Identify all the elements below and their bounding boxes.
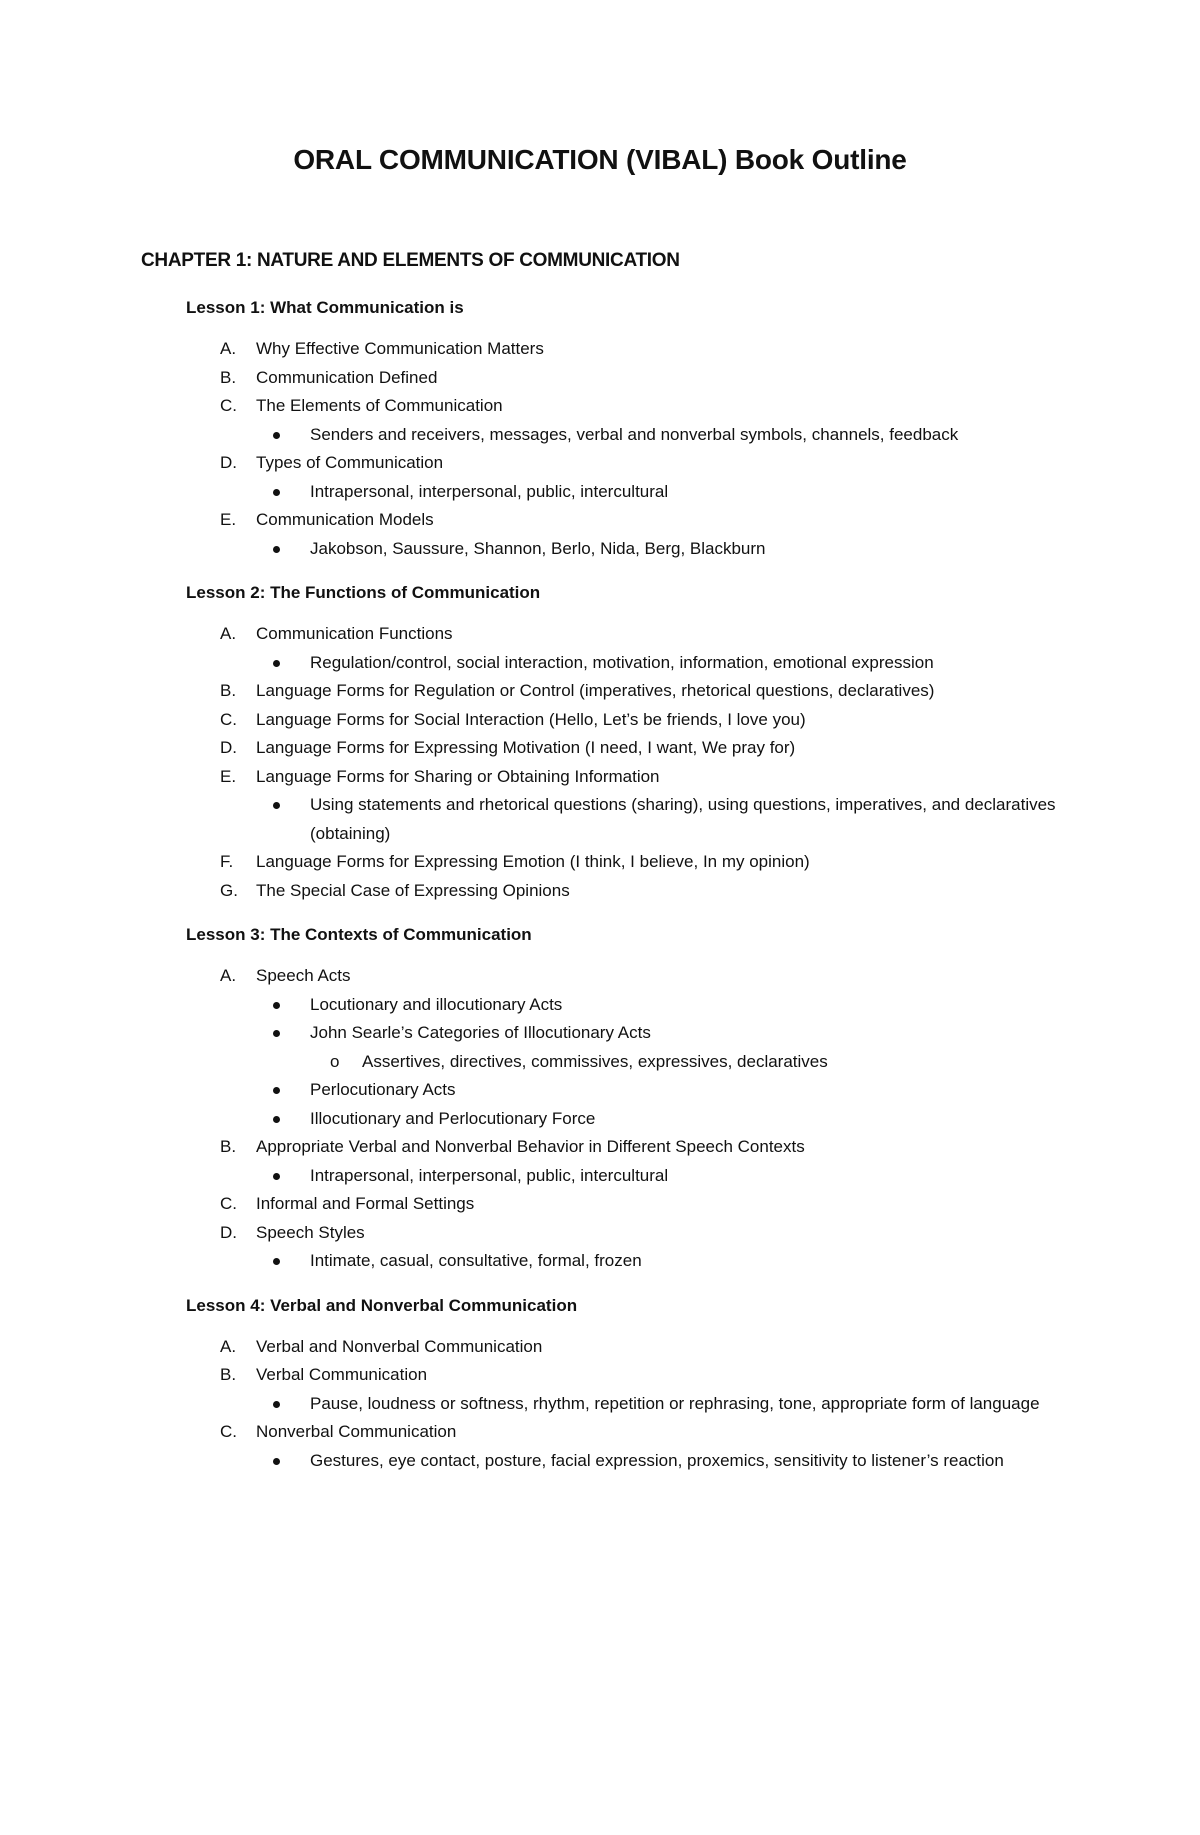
bullet-item (0, 1076, 1200, 1105)
lesson-heading: Lesson 1: What Communication is (186, 298, 464, 317)
item-text: Language Forms for Regulation or Control (imperatives, rhetorical questions, declaratives) (256, 681, 935, 700)
item-text: Verbal Communication (256, 1365, 428, 1384)
item-text: Communication Models (256, 510, 434, 529)
bullet-item (0, 1390, 1200, 1419)
item-letter: B. (220, 681, 237, 700)
item-letter: B. (220, 1365, 237, 1384)
item-letter: B. (220, 367, 237, 387)
sub-bullet-item (0, 1048, 1200, 1077)
outline-item (0, 706, 1200, 735)
bullet-dot-icon (273, 1173, 280, 1180)
sub-bullet-text: Assertives, directives, commissives, expressives, declaratives (362, 1051, 828, 1071)
item-letter: D. (220, 453, 237, 472)
chapter-heading: CHAPTER 1: NATURE AND ELEMENTS OF COMMUNICATION (141, 250, 680, 271)
bullet-dot-icon (273, 1030, 280, 1037)
outline-item (0, 1361, 1200, 1418)
bullet-text: Intrapersonal, interpersonal, public, intercultural (310, 1165, 669, 1185)
lesson-section (0, 923, 1200, 1276)
document-title: ORAL COMMUNICATION (VIBAL) Book Outline (293, 144, 907, 175)
lesson-heading: Lesson 3: The Contexts of Communication (186, 925, 532, 944)
bullet-text: Pause, loudness or softness, rhythm, repetition or rephrasing, tone, appropriate form of language (310, 1393, 1040, 1413)
bullet-text: Senders and receivers, messages, verbal and nonverbal symbols, channels, feedback (310, 424, 959, 444)
item-text: Language Forms for Expressing Motivation (I need, I want, We pray for) (256, 738, 796, 757)
bullet-list (0, 1447, 1200, 1476)
bullet-list (0, 1162, 1200, 1191)
item-letter: C. (220, 709, 237, 729)
item-letter: F. (220, 852, 234, 871)
outline-item (0, 449, 1200, 506)
outline-list (0, 962, 1200, 1276)
item-letter: A. (220, 1336, 237, 1356)
bullet-list (0, 1390, 1200, 1419)
outline-item (0, 877, 1200, 906)
bullet-text: Jakobson, Saussure, Shannon, Berlo, Nida, Berg, Blackburn (310, 538, 766, 558)
bullet-text: Locutionary and illocutionary Acts (310, 994, 563, 1014)
bullet-dot-icon (273, 489, 280, 496)
outline-item (0, 392, 1200, 449)
bullet-list (0, 1247, 1200, 1276)
bullet-item (0, 1247, 1200, 1276)
outline-item (0, 734, 1200, 763)
bullet-item (0, 791, 1200, 848)
item-text: Verbal and Nonverbal Communication (256, 1336, 543, 1356)
outline-item (0, 1219, 1200, 1276)
bullet-dot-icon (273, 660, 280, 667)
outline-item (0, 1333, 1200, 1362)
bullet-item (0, 649, 1200, 678)
lessons-container (0, 296, 1200, 1493)
item-text: Communication Defined (256, 367, 438, 387)
lesson-heading: Lesson 2: The Functions of Communication (186, 583, 541, 602)
item-text: The Elements of Communication (256, 396, 503, 415)
item-text: Language Forms for Social Interaction (Hello, Let’s be friends, I love you) (256, 709, 806, 729)
bullet-list (0, 478, 1200, 507)
outline-list (0, 620, 1200, 905)
bullet-text: Regulation/control, social interaction, motivation, information, emotional expression (310, 652, 934, 672)
item-text: Appropriate Verbal and Nonverbal Behavior in Different Speech Contexts (256, 1137, 805, 1156)
item-text: Communication Functions (256, 624, 453, 643)
bullet-list (0, 991, 1200, 1134)
item-letter: A. (220, 624, 237, 643)
bullet-item (0, 478, 1200, 507)
outline-item (0, 763, 1200, 849)
item-text: The Special Case of Expressing Opinions (256, 880, 570, 900)
item-letter: D. (220, 738, 237, 757)
bullet-dot-icon (273, 1401, 280, 1408)
bullet-list (0, 421, 1200, 450)
bullet-dot-icon (273, 1002, 280, 1009)
lesson-section (0, 1294, 1200, 1476)
item-letter: D. (220, 1222, 237, 1242)
bullet-text: Perlocutionary Acts (310, 1080, 456, 1099)
outline-item (0, 848, 1200, 877)
item-text: Speech Acts (256, 966, 351, 985)
bullet-item (0, 421, 1200, 450)
item-letter: E. (220, 510, 237, 529)
lesson-heading: Lesson 4: Verbal and Nonverbal Communication (186, 1295, 578, 1315)
outline-item (0, 506, 1200, 563)
item-letter: G. (220, 880, 238, 900)
bullet-dot-icon (273, 802, 280, 809)
item-text: Informal and Formal Settings (256, 1194, 475, 1213)
sub-bullet-marker: o (330, 1051, 340, 1071)
bullet-text: John Searle’s Categories of Illocutionary Acts (310, 1023, 651, 1042)
bullet-item (0, 1162, 1200, 1191)
bullet-text: Intimate, casual, consultative, formal, frozen (310, 1251, 642, 1270)
bullet-item (0, 1105, 1200, 1134)
item-letter: C. (220, 396, 237, 415)
bullet-item (0, 535, 1200, 564)
outline-item (0, 335, 1200, 364)
item-letter: C. (220, 1194, 237, 1213)
bullet-text: Illocutionary and Perlocutionary Force (310, 1108, 596, 1128)
outline-item (0, 1190, 1200, 1219)
outline-item (0, 677, 1200, 706)
bullet-list (0, 535, 1200, 564)
item-letter: C. (220, 1422, 237, 1441)
outline-item (0, 364, 1200, 393)
bullet-dot-icon (273, 1458, 280, 1465)
outline-item (0, 620, 1200, 677)
item-text: Types of Communication (256, 453, 444, 472)
bullet-item (0, 991, 1200, 1020)
item-text: Language Forms for Sharing or Obtaining Information (256, 766, 660, 786)
bullet-item (0, 1447, 1200, 1476)
outline-list (0, 335, 1200, 563)
item-letter: A. (220, 966, 237, 985)
bullet-text: Using statements and rhetorical questions (sharing), using questions, imperatives, and declaratives (obtaining) (310, 795, 1056, 843)
bullet-text: Gestures, eye contact, posture, facial expression, proxemics, sensitivity to listener’s reaction (310, 1450, 1004, 1470)
outline-item (0, 962, 1200, 1133)
bullet-dot-icon (273, 546, 280, 553)
bullet-text: Intrapersonal, interpersonal, public, intercultural (310, 481, 669, 501)
item-text: Why Effective Communication Matters (256, 339, 544, 358)
item-letter: B. (220, 1137, 237, 1156)
bullet-item (0, 1019, 1200, 1076)
bullet-dot-icon (273, 1258, 280, 1265)
outline-list (0, 1333, 1200, 1476)
bullet-list (0, 649, 1200, 678)
item-letter: E. (220, 766, 237, 786)
outline-item (0, 1133, 1200, 1190)
outline-item (0, 1418, 1200, 1475)
item-letter: A. (220, 339, 237, 358)
item-text: Speech Styles (256, 1222, 365, 1242)
item-text: Nonverbal Communication (256, 1422, 457, 1441)
item-text: Language Forms for Expressing Emotion (I think, I believe, In my opinion) (256, 852, 810, 871)
lesson-section (0, 296, 1200, 563)
lesson-section (0, 581, 1200, 905)
bullet-dot-icon (273, 432, 280, 439)
bullet-dot-icon (273, 1087, 280, 1094)
bullet-list (0, 791, 1200, 848)
sub-bullet-list (0, 1048, 1200, 1077)
bullet-dot-icon (273, 1116, 280, 1123)
